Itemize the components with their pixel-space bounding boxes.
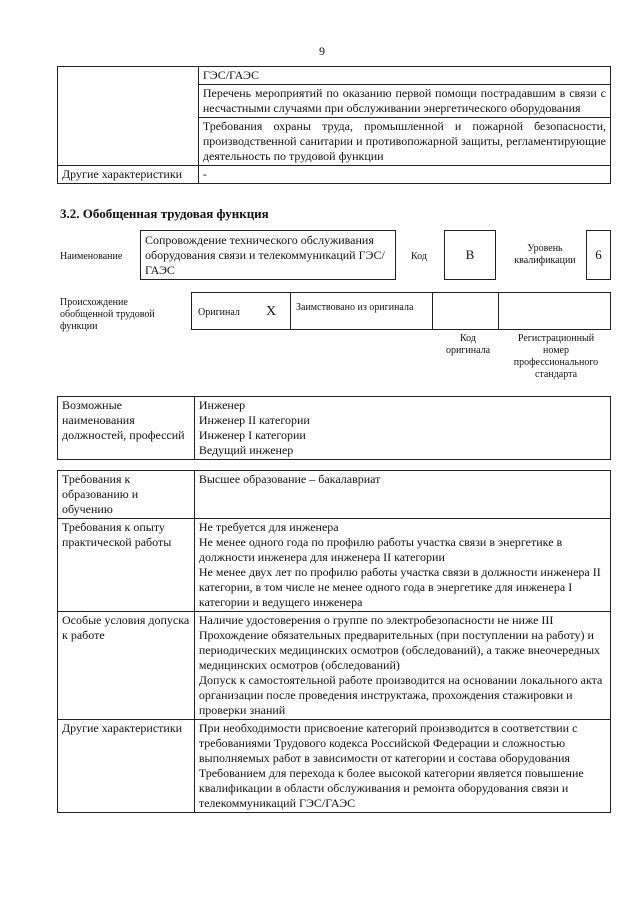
top-table-row: Требования охраны труда, промышленной и пожарной безопасности, производственной санитарии и противопожарной защиты, регламентирующие деятельность по трудовой функции: [198, 118, 610, 166]
code-caption: Код оригинала: [445, 333, 491, 356]
top-table: [57, 66, 611, 184]
original-label: Оригинал: [198, 307, 240, 318]
name-value-box: [140, 230, 396, 280]
name-label: Наименование: [60, 251, 123, 262]
original-mark: X: [266, 304, 277, 319]
requirement-line: Не требуется для инженера: [198, 520, 339, 534]
position-item: Инженер II категории: [198, 413, 310, 427]
requirement-row: [58, 720, 611, 813]
requirement-line: Наличие удостоверения о группе по электробезопасности не ниже III: [198, 613, 554, 627]
requirements-table: [57, 470, 611, 813]
requirement-row: [58, 519, 611, 612]
requirement-label: Требования к образованию и обучению: [58, 471, 195, 519]
reg-caption: Регистрационный номер профессионального стандарта: [513, 333, 599, 380]
name-value: Сопровождение технического обслуживания оборудования связи и телекоммуникаций ГЭС/ГАЭС: [145, 233, 385, 277]
top-table-left-cell: [58, 67, 199, 166]
origin-label: Происхождение обобщенной трудовой функции: [60, 297, 155, 332]
origin-divider: [432, 293, 433, 329]
positions-label: Возможные наименования должностей, профессий: [58, 397, 195, 460]
borrowed-label: Заимствовано из оригинала: [296, 302, 414, 313]
level-value-box: [586, 230, 611, 280]
origin-table: [191, 292, 611, 330]
level-value: 6: [595, 247, 602, 262]
requirement-line: Требованием для перехода к более высокой категории является повышение квалификации в области обслуживания и ремонта оборудования связи и телекоммуникаций ГЭС/ГАЭС: [198, 766, 584, 810]
requirement-value: [194, 612, 610, 720]
positions-list: [194, 397, 610, 460]
origin-divider: [290, 293, 291, 329]
requirement-label: Особые условия допуска к работе: [58, 612, 195, 720]
requirement-label: Другие характеристики: [58, 720, 195, 813]
requirement-line: Прохождение обязательных предварительных (при поступлении на работу) и периодических медицинских осмотров (обследований), а также внеочередных медицинских осмотров (обследований): [198, 628, 601, 672]
requirement-line: Не менее одного года по профилю работы участка связи в энергетике в должности инженера для инженера II категории: [198, 535, 563, 564]
code-label: Код: [411, 251, 427, 262]
position-item: Ведущий инженер: [198, 443, 294, 457]
section-title: 3.2. Обобщенная трудовая функция: [60, 206, 269, 221]
requirement-row: [58, 471, 611, 519]
requirement-line: При необходимости присвоение категорий производится в соответствии с требованиями Трудового кодекса Российской Федерации и сложностью выполняемых работ в зависимости от категории и состава оборудования: [198, 721, 578, 765]
page-number: 9: [319, 44, 325, 58]
top-table-row: Перечень мероприятий по оказанию первой помощи пострадавшим в связи с несчастными случаями при обслуживании энергетического оборудования: [198, 85, 610, 118]
requirement-row: [58, 612, 611, 720]
other-characteristics-value: -: [198, 166, 610, 184]
top-table-row: ГЭС/ГАЭС: [198, 67, 610, 85]
requirement-label: Требования к опыту практической работы: [58, 519, 195, 612]
level-label: Уровень квалификации: [514, 243, 576, 266]
position-item: Инженер I категории: [198, 428, 306, 442]
requirement-value: [194, 519, 610, 612]
code-value: B: [465, 247, 475, 262]
requirement-line: Не менее двух лет по профилю работы участка связи в должности инженера II категории, в том числе не менее одного года в энергетике для инженера I категории и ведущего инженера: [198, 565, 601, 609]
other-characteristics-label: Другие характеристики: [58, 166, 199, 184]
requirement-value: [194, 720, 610, 813]
requirement-value: [194, 471, 610, 519]
requirement-line: Допуск к самостоятельной работе производится на основании локального акта организации после проведения инструктажа, прохождения стажировки и проверки знаний: [198, 673, 603, 717]
requirement-line: Высшее образование – бакалавриат: [198, 472, 381, 486]
code-value-box: [444, 230, 496, 280]
position-item: Инженер: [198, 398, 246, 412]
origin-divider: [498, 293, 499, 329]
positions-table: [57, 396, 611, 460]
